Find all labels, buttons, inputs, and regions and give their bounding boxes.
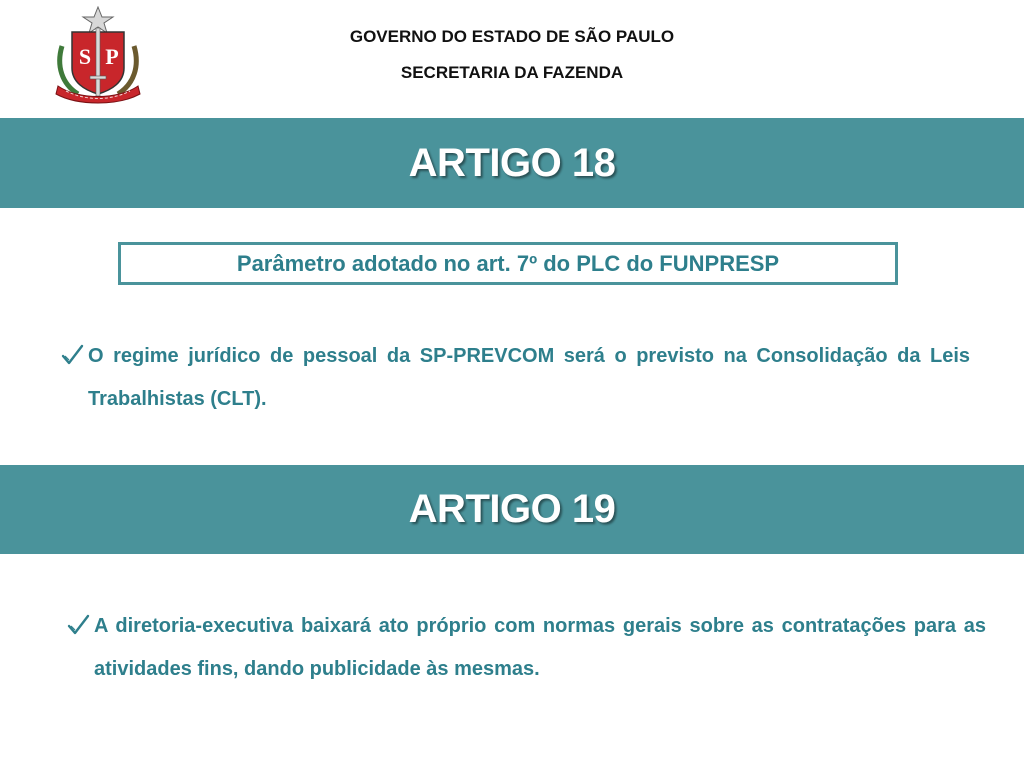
bullet-artigo-19 (66, 608, 986, 691)
section-title: ARTIGO 19 (408, 487, 616, 531)
parameter-box (118, 242, 898, 285)
header-secretariat: SECRETARIA DA FAZENDA (400, 63, 624, 82)
bullet-text: O regime jurídico de pessoal da SP-PREVCOM será o previsto na Consolidação da Leis Trabalhistas (CLT). (88, 345, 970, 410)
section-title: ARTIGO 18 (408, 140, 616, 185)
header-government: GOVERNO DO ESTADO DE SÃO PAULO (349, 27, 675, 46)
parameter-text: Parâmetro adotado no art. 7º do PLC do FUNPRESP (236, 250, 780, 276)
monogram-p: P (105, 44, 119, 69)
checkmark-icon (66, 613, 90, 637)
monogram-s: S (78, 44, 92, 69)
sao-paulo-coat-of-arms-icon (52, 6, 144, 104)
bullet-text: A diretoria-executiva baixará ato próprio com normas gerais sobre as contratações para as atividades fins, dando publicidade às mesmas. (94, 615, 986, 680)
checkmark-icon (60, 343, 84, 367)
bullet-artigo-18 (60, 338, 970, 421)
section-band-artigo-18 (0, 118, 1024, 208)
section-band-artigo-19 (0, 465, 1024, 554)
